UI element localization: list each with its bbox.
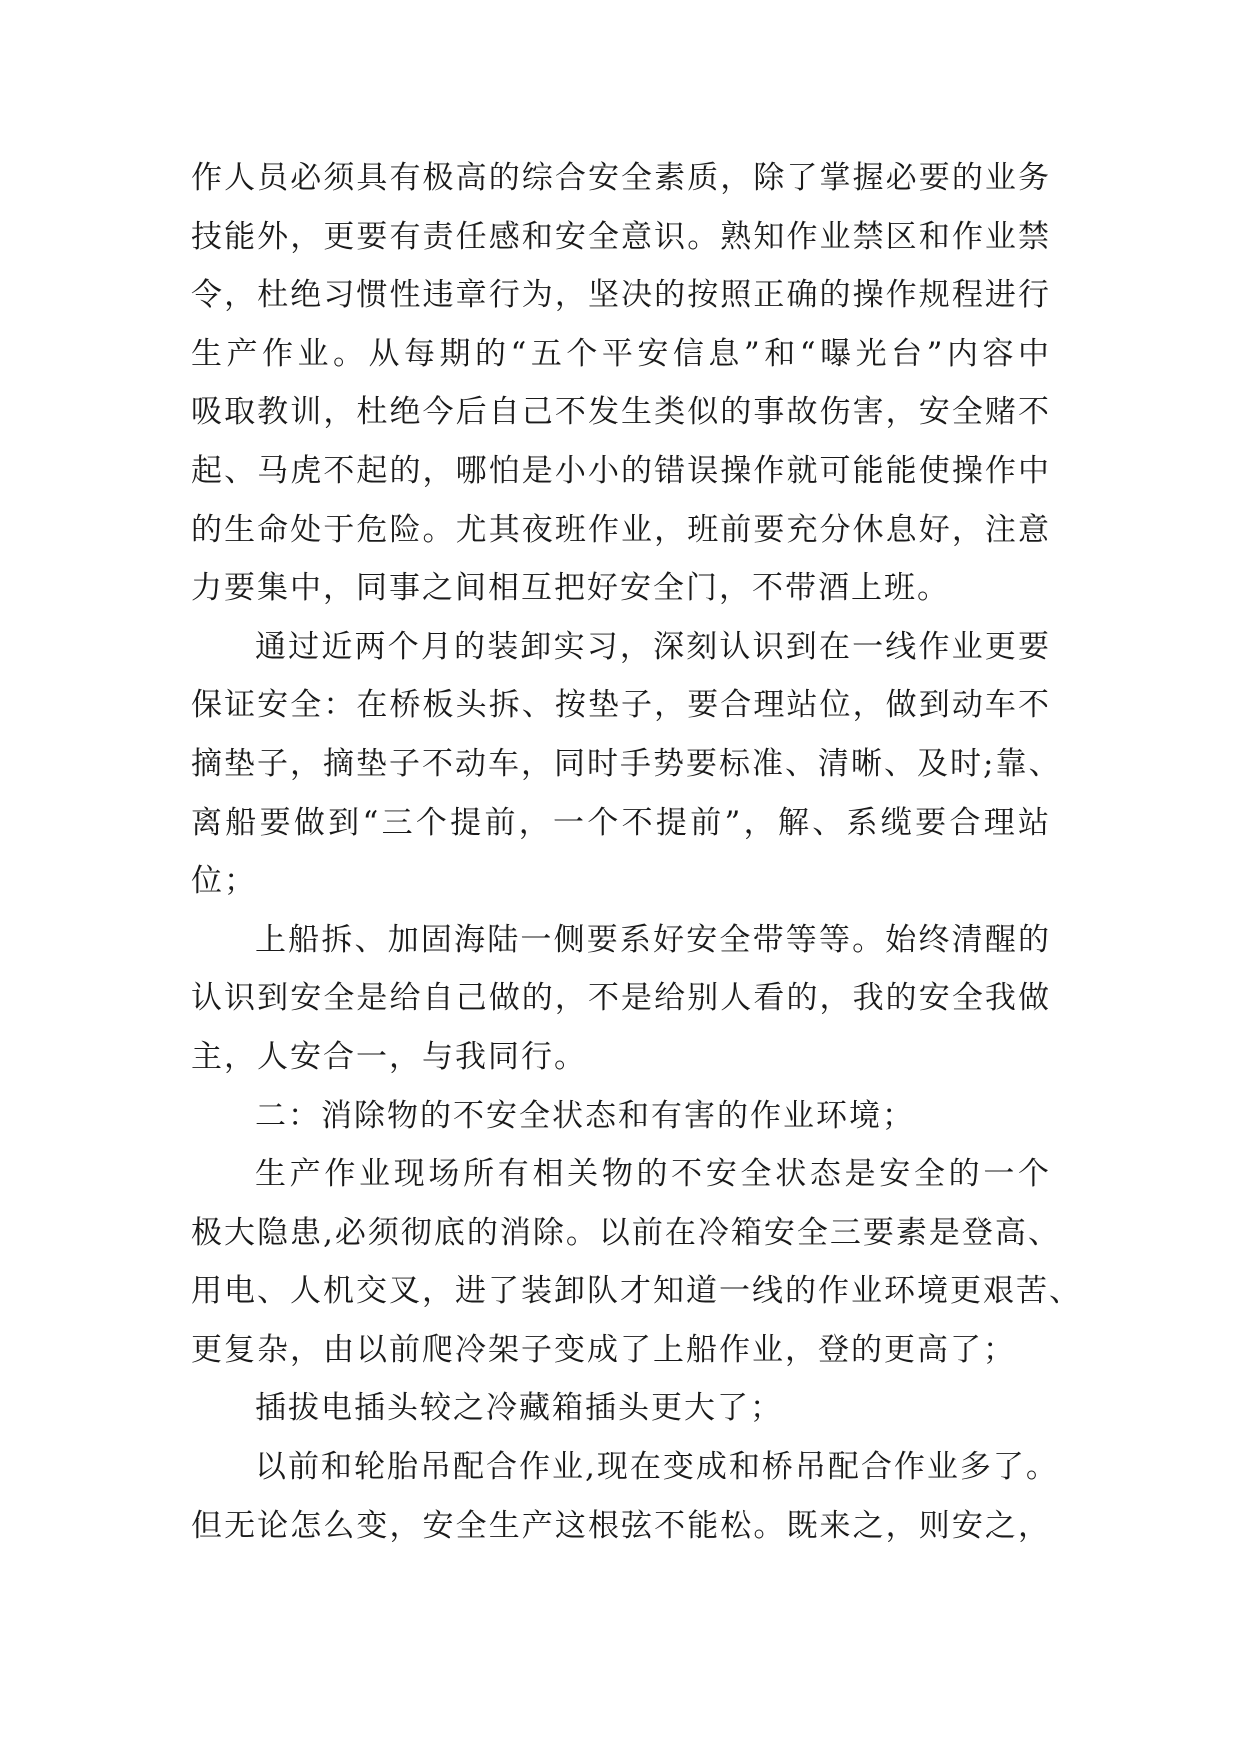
text-line: 上船拆、加固海陆一侧要系好安全带等等。始终清醒的 xyxy=(255,921,1051,958)
text-line: 的生命处于危险。尤其夜班作业，班前要充分休息好，注意 xyxy=(191,511,1051,548)
text-line: 离船要做到“三个提前，一个不提前”，解、系缆要合理站 xyxy=(191,804,1051,841)
text-line: 极大隐患,必须彻底的消除。以前在冷箱安全三要素是登高、 xyxy=(191,1214,1061,1251)
text-line: 生产作业。从每期的“五个平安信息”和“曝光台”内容中 xyxy=(191,335,1051,372)
text-line: 技能外，更要有责任感和安全意识。熟知作业禁区和作业禁 xyxy=(191,218,1051,255)
text-line: 更复杂，由以前爬冷架子变成了上船作业，登的更高了； xyxy=(191,1331,1016,1368)
body-text xyxy=(191,149,1082,1555)
text-line: 用电、人机交叉，进了装卸队才知道一线的作业环境更艰苦、 xyxy=(191,1273,1082,1310)
text-line: 摘垫子，摘垫子不动车，同时手势要标准、清晰、及时;靠、 xyxy=(191,745,1062,782)
text-line: 起、马虎不起的，哪怕是小小的错误操作就可能能使操作中 xyxy=(191,452,1051,489)
text-line: 位； xyxy=(191,863,257,900)
text-line: 作人员必须具有极高的综合安全素质，除了掌握必要的业务 xyxy=(191,160,1051,196)
text-line: 通过近两个月的装卸实习，深刻认识到在一线作业更要 xyxy=(255,628,1051,665)
text-line: 保证安全：在桥板头拆、按垫子，要合理站位，做到动车不 xyxy=(191,687,1051,724)
text-line: 但无论怎么变，安全生产这根弦不能松。既来之，则安之， xyxy=(191,1507,1051,1544)
text-line: 二：消除物的不安全状态和有害的作业环境； xyxy=(255,1097,915,1134)
text-line: 力要集中，同事之间相互把好安全门，不带酒上班。 xyxy=(191,570,950,607)
text-line: 主，人安合一，与我同行。 xyxy=(191,1038,587,1075)
text-line: 令，杜绝习惯性违章行为，坚决的按照正确的操作规程进行 xyxy=(191,277,1051,314)
text-line: 以前和轮胎吊配合作业,现在变成和桥吊配合作业多了。 xyxy=(255,1449,1059,1486)
text-line: 插拔电插头较之冷藏箱插头更大了； xyxy=(255,1390,783,1427)
text-line: 生产作业现场所有相关物的不安全状态是安全的一个 xyxy=(255,1156,1051,1193)
text-line: 认识到安全是给自己做的，不是给别人看的，我的安全我做 xyxy=(191,980,1051,1017)
text-line: 吸取教训，杜绝今后自己不发生类似的事故伤害，安全赌不 xyxy=(191,394,1051,431)
